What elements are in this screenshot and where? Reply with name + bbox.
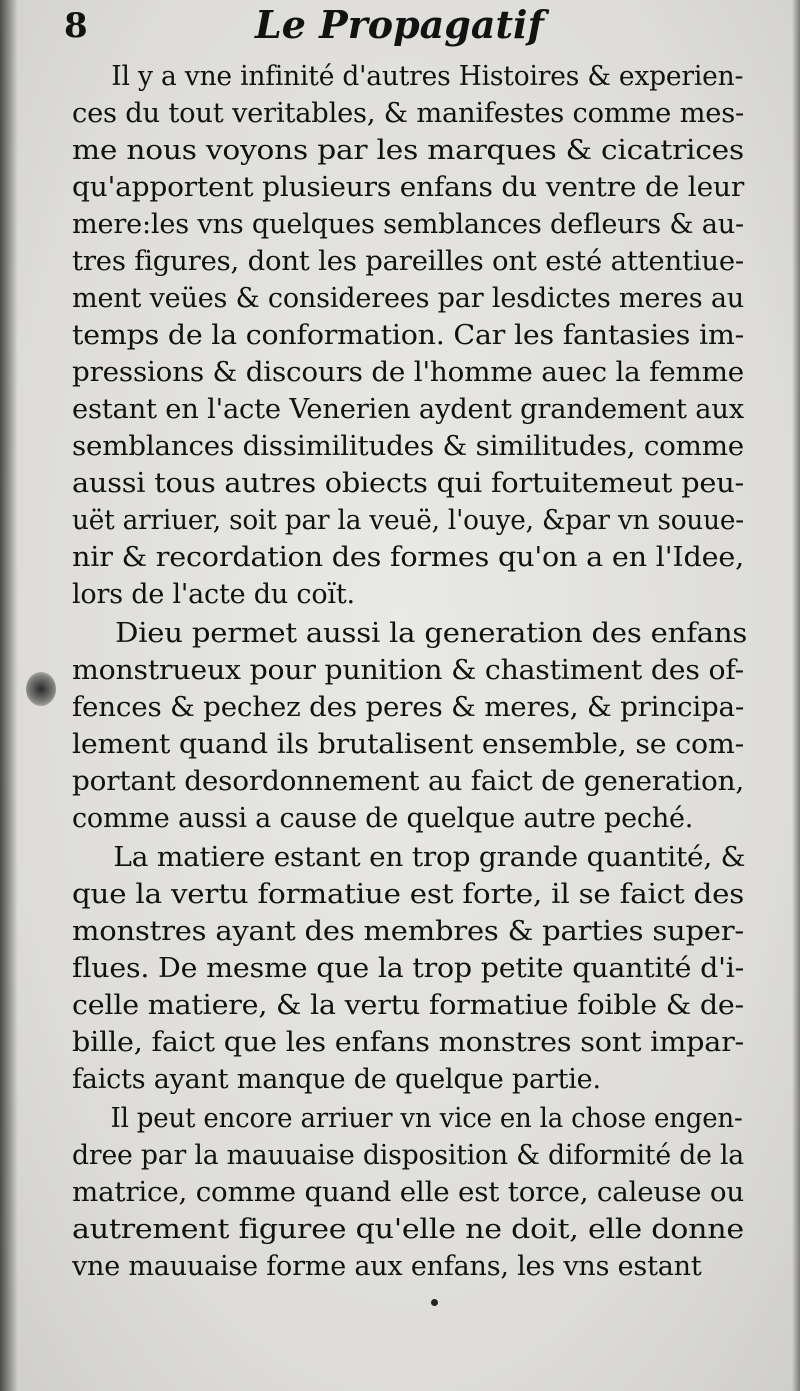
text-line: faicts ayant manque de quelque partie. [72,1064,601,1095]
text-line: uët arriuer, soit par la veuë, l'ouye, &par vn souue- [72,505,744,536]
text-line: Dieu permet aussi la generation des enfans [115,618,748,649]
text-line: matrice, comme quand elle est torce, caleuse ou [72,1177,744,1208]
running-head: Le Propagatif [255,2,544,47]
ink-stain [26,672,56,706]
text-line: celle matiere, & la vertu formatiue foible & de- [72,990,744,1021]
text-line: lement quand ils brutalisent ensemble, se com- [72,729,744,760]
text-line: Il y a vne infinité d'autres Histoires & experien- [111,61,744,92]
paragraph-3 [72,839,744,1098]
text-line: monstrueux pour punition & chastiment des of- [72,655,744,686]
text-line: flues. De mesme que la trop petite quantité d'i- [72,953,745,984]
text-line: nir & recordation des formes qu'on a en l'Idee, [72,542,745,573]
text-line: monstres ayant des membres & parties super- [72,916,744,947]
paragraph-4 [72,1100,744,1285]
text-line: comme aussi a cause de quelque autre peché. [72,803,694,834]
text-line: dree par la mauuaise disposition & diformité de la [72,1140,745,1171]
page-edge-shadow-left [0,0,18,1391]
paragraph-2 [72,615,748,837]
page-number: 8 [64,6,88,46]
text-line: estant en l'acte Venerien aydent grandement aux [72,394,744,425]
text-line: temps de la conformation. Car les fantasies im- [72,320,745,351]
text-line: fences & pechez des peres & meres, & principa- [72,692,745,723]
body-text [72,58,748,1285]
text-line: ces du tout veritables, & manifestes comme mes- [72,98,745,129]
text-line: qu'apportent plusieurs enfans du ventre de leur [72,172,745,203]
text-line: La matiere estant en trop grande quantité, & [113,842,746,873]
text-line: mere:les vns quelques semblances defleurs & au- [72,209,744,240]
text-line: vne mauuaise forme aux enfans, les vns estant [72,1251,702,1282]
text-line: Il peut encore arriuer vn vice en la chose engen- [110,1103,743,1134]
text-line: portant desordonnement au faict de generation, [72,766,745,797]
text-line: aussi tous autres obiects qui fortuitemeut peu- [72,468,745,499]
text-line: me nous voyons par les marques & cicatrices [72,135,744,166]
text-line: lors de l'acte du coït. [72,579,355,610]
text-line: pressions & discours de l'homme auec la femme [72,357,745,388]
text-line: bille, faict que les enfans monstres sont impar- [72,1027,745,1058]
text-line: que la vertu formatiue est forte, il se faict des [72,879,745,910]
text-line: semblances dissimilitudes & similitudes, comme [72,431,745,462]
printer-mark [431,1299,438,1306]
text-line: ment veües & considerees par lesdictes meres au [72,283,745,314]
text-line: tres figures, dont les pareilles ont esté attentiue- [72,246,745,277]
paragraph-1 [72,58,744,613]
text-line: autrement figuree qu'elle ne doit, elle donne [72,1214,744,1245]
page-edge-shadow-right [792,0,800,1391]
